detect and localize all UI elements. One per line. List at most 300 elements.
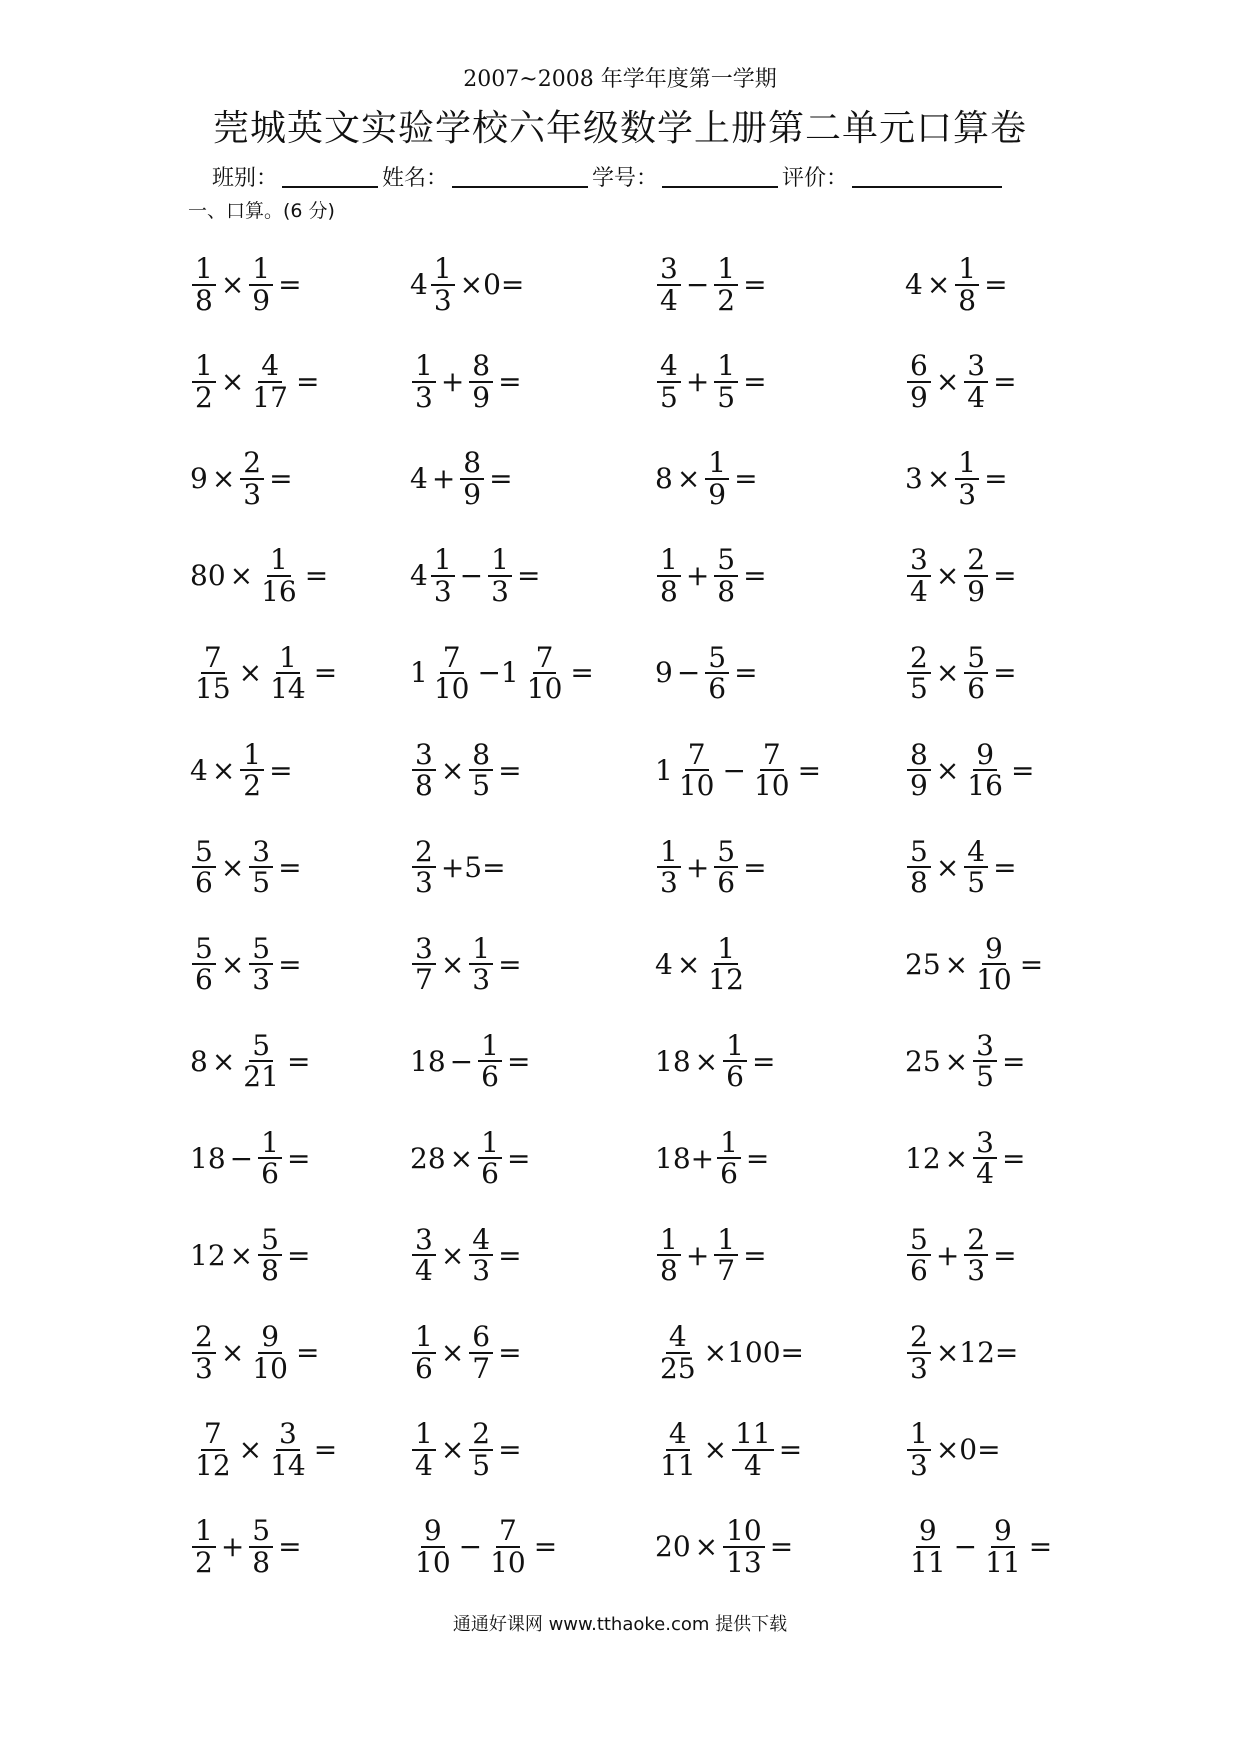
numerator: 7	[440, 643, 464, 674]
fraction	[249, 1322, 291, 1383]
problem-cell	[410, 916, 655, 1013]
denominator: 15	[195, 671, 231, 705]
fraction	[412, 1516, 454, 1577]
numerator: 5	[907, 1225, 931, 1256]
student-id-blank[interactable]	[662, 164, 778, 188]
denominator: 6	[481, 1157, 499, 1191]
whole-number: 18+	[655, 1141, 715, 1175]
denominator: 7	[415, 963, 433, 997]
operator: ×	[694, 1530, 719, 1564]
problem-cell	[905, 1304, 1070, 1401]
fraction	[955, 254, 979, 315]
problem-cell	[655, 1304, 905, 1401]
numerator: 3	[249, 837, 273, 868]
arithmetic-expression	[410, 1322, 525, 1383]
whole-number: 4	[410, 462, 428, 496]
operator: =	[1028, 1530, 1053, 1564]
whole-number: 9	[655, 656, 673, 690]
denominator: 2	[195, 380, 213, 414]
denominator: 6	[195, 963, 213, 997]
problem-cell	[905, 1207, 1070, 1304]
denominator: 5	[472, 1448, 491, 1482]
problem-cell	[655, 1498, 905, 1595]
numerator: 5	[964, 643, 988, 674]
problem-cell	[410, 1207, 655, 1304]
numerator: 1	[412, 1419, 436, 1450]
numerator: 1	[267, 545, 291, 576]
problem-cell	[190, 721, 410, 818]
numerator: 5	[192, 934, 216, 965]
numerator: 7	[685, 740, 709, 771]
whole-number: 12	[190, 1238, 226, 1272]
arithmetic-expression	[655, 1322, 807, 1383]
arithmetic-expression	[190, 1419, 340, 1480]
operator: =	[1010, 753, 1035, 787]
denominator: 5	[472, 769, 491, 803]
arithmetic-expression	[190, 834, 305, 900]
problem-cell	[655, 527, 905, 624]
operator: =	[984, 268, 1008, 302]
operator: =	[295, 1336, 320, 1370]
denominator: 14	[270, 671, 306, 705]
arithmetic-expression	[655, 351, 770, 412]
operator: =	[993, 559, 1017, 593]
operator: =	[313, 656, 338, 690]
name-blank[interactable]	[452, 164, 588, 188]
fraction	[192, 834, 216, 900]
numerator: 5	[249, 1031, 273, 1062]
numerator: 8	[460, 448, 484, 479]
arithmetic-expression	[655, 545, 770, 606]
name-label: 姓名：	[382, 166, 449, 191]
denominator: 16	[967, 769, 1003, 803]
problem-cell	[190, 1110, 410, 1207]
denominator: 3	[243, 477, 262, 511]
fraction	[431, 545, 455, 606]
arithmetic-expression	[655, 834, 770, 900]
numerator: 1	[469, 934, 493, 965]
fraction	[964, 351, 988, 412]
numerator: 7	[760, 740, 784, 771]
denominator: 7	[717, 1254, 736, 1288]
arithmetic-expression	[410, 834, 509, 900]
arithmetic-expression	[410, 448, 516, 509]
arithmetic-expression	[190, 254, 305, 315]
operator: =	[286, 1141, 311, 1175]
fraction	[657, 1419, 699, 1480]
whole-number: 8	[655, 462, 673, 496]
fraction	[907, 834, 931, 900]
denominator: 4	[910, 574, 928, 608]
arithmetic-expression	[905, 448, 1011, 509]
operator: +	[440, 365, 465, 399]
problem-cell	[410, 333, 655, 430]
operator: =	[278, 1530, 302, 1564]
fraction	[714, 254, 738, 315]
arithmetic-expression	[190, 931, 305, 997]
fraction	[412, 1322, 436, 1383]
problem-cell	[655, 1110, 905, 1207]
denominator: 4	[415, 1448, 433, 1482]
operator: ×	[935, 365, 960, 399]
arithmetic-expression	[410, 1419, 525, 1480]
denominator: 21	[243, 1060, 279, 1094]
numerator: 4	[657, 351, 681, 382]
numerator: 4	[964, 837, 988, 868]
operator: −	[685, 268, 710, 302]
fraction	[192, 931, 216, 997]
numerator: 2	[964, 545, 988, 576]
problem-cell	[655, 1207, 905, 1304]
denominator: 17	[252, 380, 288, 414]
fraction	[714, 1225, 738, 1286]
fraction	[717, 1128, 741, 1189]
denominator: 10	[526, 671, 563, 705]
numerator: 3	[276, 1419, 300, 1450]
operator: =	[286, 1044, 311, 1078]
denominator: 3	[472, 963, 491, 997]
arithmetic-expression	[410, 640, 597, 705]
fraction	[258, 1225, 282, 1286]
denominator: 10	[433, 671, 470, 705]
arithmetic-expression	[655, 1128, 772, 1189]
numerator: 2	[412, 837, 436, 868]
denominator: 6	[720, 1157, 738, 1191]
operator: =	[489, 462, 513, 496]
arithmetic-expression	[905, 1028, 1028, 1094]
arithmetic-expression	[905, 254, 1011, 315]
denominator: 9	[910, 769, 928, 803]
denominator: 8	[910, 866, 928, 900]
fraction	[973, 931, 1015, 997]
operator: ×	[211, 753, 236, 787]
fraction	[964, 1225, 988, 1286]
fraction	[907, 1516, 949, 1577]
numerator: 2	[964, 1225, 988, 1256]
arithmetic-expression	[655, 1516, 796, 1577]
denominator: 5	[967, 866, 986, 900]
numerator: 1	[657, 837, 681, 868]
fraction	[192, 1516, 216, 1577]
operator: −	[722, 753, 746, 787]
operator: ×	[944, 1141, 969, 1175]
fraction	[412, 737, 436, 803]
problem-cell	[190, 1401, 410, 1498]
problem-cell	[655, 721, 905, 818]
numerator: 9	[982, 934, 1006, 965]
operator: +	[685, 365, 710, 399]
fraction	[657, 545, 681, 606]
operator: =	[286, 1238, 311, 1272]
denominator: 3	[252, 963, 271, 997]
fraction	[412, 1225, 436, 1286]
class-label: 班别：	[212, 166, 279, 191]
numerator: 1	[714, 1225, 738, 1256]
operator: =	[278, 947, 302, 981]
fraction	[964, 834, 988, 900]
whole-number: 1	[410, 656, 428, 690]
denominator: 4	[967, 380, 986, 414]
operator: +	[220, 1530, 245, 1564]
denominator: 4	[744, 1448, 762, 1482]
fraction	[431, 254, 455, 315]
operator: +	[431, 462, 456, 496]
numerator: 5	[249, 1516, 273, 1547]
denominator: 10	[678, 769, 715, 803]
fraction	[267, 640, 309, 705]
numerator: 7	[201, 643, 225, 674]
denominator: 4	[415, 1254, 433, 1288]
operator: ×	[238, 656, 263, 690]
fraction	[488, 545, 512, 606]
fraction	[714, 545, 738, 606]
arithmetic-expression	[190, 351, 322, 412]
numerator: 3	[412, 934, 436, 965]
numerator: 2	[469, 1419, 493, 1450]
arithmetic-expression	[655, 1028, 778, 1094]
operator: ×	[926, 268, 951, 302]
operator: =	[506, 1044, 531, 1078]
arithmetic-expression	[190, 1516, 305, 1577]
fraction	[412, 351, 436, 412]
operator: =	[743, 365, 767, 399]
denominator: 3	[967, 1254, 986, 1288]
denominator: 4	[976, 1157, 994, 1191]
denominator: 6	[717, 866, 736, 900]
semester-subtitle: 2007~2008 年学年度第一学期	[463, 67, 777, 92]
numerator: 4	[666, 1322, 690, 1353]
whole-number: 1	[655, 753, 673, 787]
arithmetic-expression	[410, 737, 525, 803]
denominator: 3	[660, 866, 678, 900]
numerator: 2	[192, 1322, 216, 1353]
denominator: 14	[270, 1448, 306, 1482]
numerator: 1	[955, 448, 979, 479]
problem-cell	[905, 916, 1070, 1013]
operator: +	[685, 850, 710, 884]
numerator: 1	[249, 254, 273, 285]
fraction	[249, 931, 273, 997]
footer-credit: 通通好课网 www.tthaoke.com 提供下载	[452, 1614, 788, 1635]
numerator: 1	[431, 545, 455, 576]
problem-cell	[190, 333, 410, 430]
numerator: 1	[657, 545, 681, 576]
problem-cell	[905, 430, 1070, 527]
problem-cell	[410, 1304, 655, 1401]
class-blank[interactable]	[282, 164, 378, 188]
denominator: 5	[976, 1060, 994, 1094]
whole-number: 4	[905, 268, 923, 302]
denominator: 3	[472, 1254, 491, 1288]
arithmetic-expression	[905, 1225, 1020, 1286]
problem-cell	[655, 916, 905, 1013]
problem-cell	[655, 624, 905, 721]
arithmetic-expression	[410, 1516, 560, 1577]
problem-cell	[905, 527, 1070, 624]
denominator: 3	[433, 283, 452, 317]
fraction	[460, 448, 484, 509]
arithmetic-expression	[190, 640, 340, 705]
problem-cell	[190, 916, 410, 1013]
fraction	[478, 1028, 502, 1094]
denominator: 9	[967, 574, 986, 608]
arithmetic-expression	[905, 737, 1037, 803]
problem-cell	[905, 721, 1070, 818]
denominator: 3	[910, 1448, 928, 1482]
operator: =	[278, 850, 302, 884]
numerator: 3	[412, 1225, 436, 1256]
operator: =	[1019, 947, 1044, 981]
problem-cell	[655, 1013, 905, 1110]
fraction	[907, 640, 931, 705]
arithmetic-expression	[410, 1128, 533, 1189]
arithmetic-expression	[655, 254, 770, 315]
fraction	[657, 834, 681, 900]
fraction	[192, 640, 234, 705]
operator: −	[459, 559, 484, 593]
operator: +	[685, 559, 710, 593]
operator: =	[743, 559, 767, 593]
operator: ×	[440, 1336, 465, 1370]
fraction	[192, 254, 216, 315]
operator: ×	[440, 753, 465, 787]
arithmetic-expression	[655, 931, 749, 997]
whole-number: 25	[905, 947, 941, 981]
operator: =	[533, 1530, 558, 1564]
problem-cell	[905, 624, 1070, 721]
operator: ×	[935, 656, 960, 690]
arithmetic-expression	[905, 834, 1020, 900]
denominator: 13	[726, 1545, 762, 1579]
problem-cell	[410, 430, 655, 527]
problem-cell	[190, 1207, 410, 1304]
denominator: 3	[491, 574, 509, 608]
operator: =	[751, 1044, 776, 1078]
denominator: 9	[708, 477, 727, 511]
fraction	[714, 351, 738, 412]
operator: =	[743, 850, 767, 884]
operator: ×	[935, 850, 960, 884]
operator: ×	[220, 947, 245, 981]
denominator: 8	[261, 1254, 279, 1288]
arithmetic-expression	[905, 640, 1020, 705]
fraction	[469, 351, 493, 412]
numerator: 5	[714, 545, 738, 576]
fraction	[723, 1516, 765, 1577]
problem-grid	[190, 236, 1070, 1596]
operator: +5=	[440, 850, 506, 884]
fraction	[192, 1322, 216, 1383]
numerator: 2	[907, 643, 931, 674]
denominator: 2	[717, 283, 736, 317]
fraction	[487, 1516, 529, 1577]
problem-cell	[410, 236, 655, 333]
section-heading: 一、口算。(6 分)	[188, 200, 335, 222]
operator: −	[458, 1530, 483, 1564]
student-info-row	[212, 162, 1032, 192]
denominator: 8	[415, 769, 433, 803]
arithmetic-expression	[190, 1225, 313, 1286]
operator: =	[278, 268, 302, 302]
operator: ×100=	[703, 1336, 805, 1370]
denominator: 5	[252, 866, 271, 900]
grade-blank[interactable]	[852, 164, 1002, 188]
numerator: 9	[973, 740, 997, 771]
arithmetic-expression	[655, 737, 824, 803]
operator: =	[745, 1141, 770, 1175]
fraction	[412, 834, 436, 900]
numerator: 3	[657, 254, 681, 285]
fraction	[964, 737, 1006, 803]
operator: ×	[449, 1141, 474, 1175]
fraction	[258, 545, 300, 606]
fraction	[973, 1128, 997, 1189]
operator: =	[498, 947, 522, 981]
numerator: 8	[469, 351, 493, 382]
fraction	[955, 448, 979, 509]
numerator: 3	[973, 1128, 997, 1159]
numerator: 6	[469, 1322, 493, 1353]
numerator: 9	[991, 1516, 1015, 1547]
problem-cell	[190, 527, 410, 624]
numerator: 9	[421, 1516, 445, 1547]
fraction	[249, 1516, 273, 1577]
problem-cell	[905, 1013, 1070, 1110]
operator: =	[304, 559, 329, 593]
numerator: 1	[258, 1128, 282, 1159]
arithmetic-expression	[905, 545, 1020, 606]
arithmetic-expression	[905, 1322, 1021, 1383]
denominator: 12	[195, 1448, 231, 1482]
fraction	[732, 1419, 774, 1480]
denominator: 9	[252, 283, 271, 317]
problem-cell	[655, 430, 905, 527]
numerator: 5	[714, 837, 738, 868]
operator: =	[769, 1530, 794, 1564]
numerator: 1	[717, 1128, 741, 1159]
problem-cell	[190, 236, 410, 333]
fraction	[657, 1225, 681, 1286]
fraction	[723, 1028, 747, 1094]
fraction	[907, 351, 931, 412]
numerator: 1	[714, 934, 738, 965]
numerator: 1	[240, 740, 264, 771]
whole-number: 25	[905, 1044, 941, 1078]
denominator: 2	[195, 1545, 213, 1579]
fraction	[249, 254, 273, 315]
fraction	[705, 640, 729, 705]
arithmetic-expression	[410, 254, 527, 315]
numerator: 10	[723, 1516, 765, 1547]
arithmetic-expression	[410, 545, 543, 606]
problem-cell	[190, 430, 410, 527]
arithmetic-expression	[905, 1128, 1028, 1189]
fraction	[524, 640, 566, 705]
numerator: 7	[201, 1419, 225, 1450]
denominator: 8	[660, 1254, 678, 1288]
numerator: 1	[657, 1225, 681, 1256]
fraction	[192, 1419, 234, 1480]
fraction	[705, 448, 729, 509]
operator: =	[570, 656, 594, 690]
fraction	[676, 737, 718, 803]
denominator: 8	[660, 574, 678, 608]
fraction	[412, 1419, 436, 1480]
fraction	[973, 1028, 997, 1094]
numerator: 1	[412, 1322, 436, 1353]
operator: ×	[676, 462, 701, 496]
denominator: 7	[472, 1351, 491, 1385]
